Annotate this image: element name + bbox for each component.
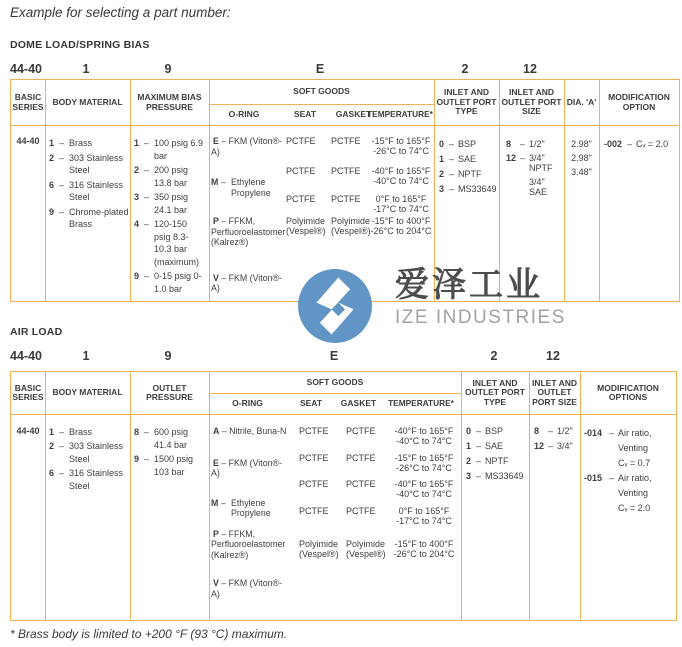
watermark [293,264,566,348]
gasket-value: Polyimide (Vespel®) [346,539,386,559]
option-row: 8 – 1/2" [506,139,545,149]
option-row: 12 – 3/4" [534,441,573,451]
option-row: M – Ethylene Propylene [211,497,271,518]
option-row: -002 – Cᵥ = 2.0 [604,139,669,149]
option-row: 3 – MS33649 [439,184,497,194]
dia-value: 2.98" [571,153,592,163]
option-row: 8 – 1/2" [534,426,573,436]
temp-range: -40°F to 165°F -40°C to 74°C [394,479,454,499]
dia-value: 3.48" [571,167,592,177]
seat-value: Polyimide (Vespel®) [299,539,339,559]
port-type-options [466,426,528,481]
temp-range: 0°F to 165°F -17°C to 74°C [396,506,452,526]
option-row: 2 – NPTF [439,169,482,179]
watermark-english: IZE INDUSTRIES [395,307,566,328]
col-header-port-size: INLET AND OUTLET PORT SIZE [531,377,577,407]
col-header-basic-series: BASIC SERIES [12,92,44,112]
dia-column [564,139,599,177]
col-header-oring: O-RING [232,397,263,408]
option-row: 3 – MS33649 [466,471,524,481]
col-header-port-type: INLET AND OUTLET PORT TYPE [436,87,497,117]
col-header-max-bias-pressure: MAXIMUM BIAS PRESSURE [137,92,202,112]
basic-series-value: 44-40 [16,136,40,146]
col-header-oring: O-RING [228,108,260,119]
col-header-modification: MODIFICATION OPTIONS [597,382,659,402]
seat-value: PCTFE [299,479,329,489]
gasket-value: PCTFE [346,506,376,516]
col-header-outlet-pressure: OUTLET PRESSURE [146,382,193,402]
option-row: V – FKM (Viton®-A) [211,272,282,293]
seat-value: PCTFE [299,506,329,516]
dia-value: 2.98" [571,139,592,149]
option-row: 9 – 1500 psig 103 bar [134,454,194,477]
col-header-body-material: BODY MATERIAL [52,387,123,398]
air-section-title: AIR LOAD [10,326,63,338]
modification-options [604,139,678,149]
option-row: 1 – Brass [49,427,93,437]
option-row: 12 – 3/4" NPTF [506,153,553,173]
option-row: 3/4" SAE [529,177,548,197]
seat-column [286,136,332,236]
option-row: M – Ethylene Propylene [211,177,271,198]
option-row: 9 – Chrome-plated Brass [49,206,129,229]
option-row: P – FFKM, Perfluoroelastomer (Kalrez®) [211,216,286,247]
option-row: E – FKM (Viton®-A) [211,136,282,157]
dome-section-title: DOME LOAD/SPRING BIAS [10,39,150,51]
temp-range: -15°F to 165°F -26°C to 74°C [394,453,454,473]
col-header-port-type: INLET AND OUTLET PORT TYPE [465,377,525,407]
dome-code-port-size: 12 [523,62,537,76]
option-row: 6 – 316 Stainless Steel [49,468,124,491]
col-header-modification: MODIFICATION OPTION [608,92,670,112]
air-code-basic: 44-40 [10,349,42,363]
oring-options [211,426,289,599]
gasket-value: Polyimide (Vespel®) [331,216,371,236]
col-header-body-material: BODY MATERIAL [52,96,123,107]
temp-range: 0°F to 165°F -17°C to 74°C [373,194,429,214]
seat-value: PCTFE [286,194,316,204]
air-table [10,371,677,621]
option-row: P – FFKM, Perfluoroelastomer (Kalrez®) [211,528,286,560]
dome-code-pressure: 9 [164,62,172,76]
port-size-options [534,426,580,451]
bias-pressure-options [134,137,206,295]
col-header-temperature: TEMPERATURE* [367,108,433,119]
seat-value: PCTFE [299,453,329,463]
divider [11,125,679,126]
col-header-soft-goods: SOFT GOODS [306,376,364,387]
gasket-value: PCTFE [346,453,376,463]
temperature-column [383,426,465,559]
ize-logo-icon [293,264,377,348]
option-row: 1 – SAE [439,154,477,164]
col-header-seat: SEAT [293,108,317,119]
option-row: 2 – NPTF [466,456,509,466]
gasket-value: PCTFE [346,426,376,436]
port-size-options [506,139,564,197]
outlet-pressure-options [134,426,206,479]
air-code-body: 1 [82,349,90,363]
temp-range: -15°F to 400°F -26°C to 204°C [393,539,455,559]
dome-code-basic: 44-40 [10,62,42,76]
option-row: 3 – 350 psig 24.1 bar [134,192,189,215]
dome-code-port-type: 2 [461,62,469,76]
option-row: 6 – 316 Stainless Steel [49,179,124,202]
option-row: 1 – Brass [49,138,93,148]
temperature-column [363,136,439,236]
seat-column [299,426,343,559]
option-row: 2 – 200 psig 13.8 bar [134,165,189,188]
modification-options [584,426,676,516]
basic-series-value: 44-40 [16,426,40,436]
watermark-text [395,264,566,329]
divider [11,414,676,415]
gasket-value: PCTFE [331,166,361,176]
dome-code-soft: E [315,62,325,76]
col-header-basic-series: BASIC SERIES [12,382,44,402]
dome-code-body: 1 [82,62,90,76]
seat-value: PCTFE [286,136,316,146]
option-row: 4 – 120-150 psig 8.3-10.3 bar (maximum) [134,219,199,267]
option-row: 9 – 0-15 psig 0-1.0 bar [134,271,202,294]
example-caption: Example for selecting a part number: [10,5,231,20]
option-row: 0 – BSP [439,139,477,149]
option-row: 1 – SAE [466,441,504,451]
col-header-port-size: INLET AND OUTLET PORT SIZE [501,87,562,117]
air-code-soft: E [329,349,339,363]
seat-value: PCTFE [286,166,316,176]
gasket-value: PCTFE [331,194,361,204]
option-row: -015 – Air ratio, Venting Cᵥ = 2.0 [584,473,652,513]
option-row: 2 – 303 Stainless Steel [49,441,124,464]
col-header-dia-a: DIA. 'A' [566,96,597,107]
option-row: -014 – Air ratio, Venting Cᵥ = 0.7 [584,428,652,468]
temp-range: -15°F to 165°F -26°C to 74°C [371,136,431,156]
gasket-value: PCTFE [346,479,376,489]
seat-value: PCTFE [299,426,329,436]
col-header-temperature: TEMPERATURE* [388,397,454,408]
air-code-port-type: 2 [490,349,498,363]
oring-options [211,136,289,294]
option-row: 1 – 100 psig 6.9 bar [134,138,204,161]
watermark-chinese: 爱泽工业 [395,266,543,304]
option-row: V – FKM (Viton®-A) [211,578,282,599]
col-header-soft-goods: SOFT GOODS [293,86,350,97]
option-row: 8 – 600 psig 41.4 bar [134,427,189,450]
body-material-options [49,137,133,233]
temp-range: -40°F to 165°F -40°C to 74°C [394,426,454,446]
option-row: 2 – 303 Stainless Steel [49,152,124,175]
col-header-gasket: GASKET [335,108,372,119]
option-row: 0 – BSP [466,426,504,436]
gasket-value: PCTFE [331,136,361,146]
seat-value: Polyimide (Vespel®) [286,216,326,236]
air-code-pressure: 9 [164,349,172,363]
port-type-options [439,139,499,194]
option-row: A – Nitrile, Buna-N [213,426,287,436]
air-code-port-size: 12 [546,349,560,363]
temp-range: -40°F to 165°F -40°C to 74°C [371,166,431,186]
body-material-options [49,426,133,493]
temp-range: -15°F to 400°F -26°C to 204°C [370,216,432,236]
col-header-seat: SEAT [299,397,323,408]
footnote: * Brass body is limited to +200 °F (93 °C) maximum. [10,627,288,641]
col-header-gasket: GASKET [340,397,377,408]
option-row: E – FKM (Viton®-A) [211,457,282,478]
